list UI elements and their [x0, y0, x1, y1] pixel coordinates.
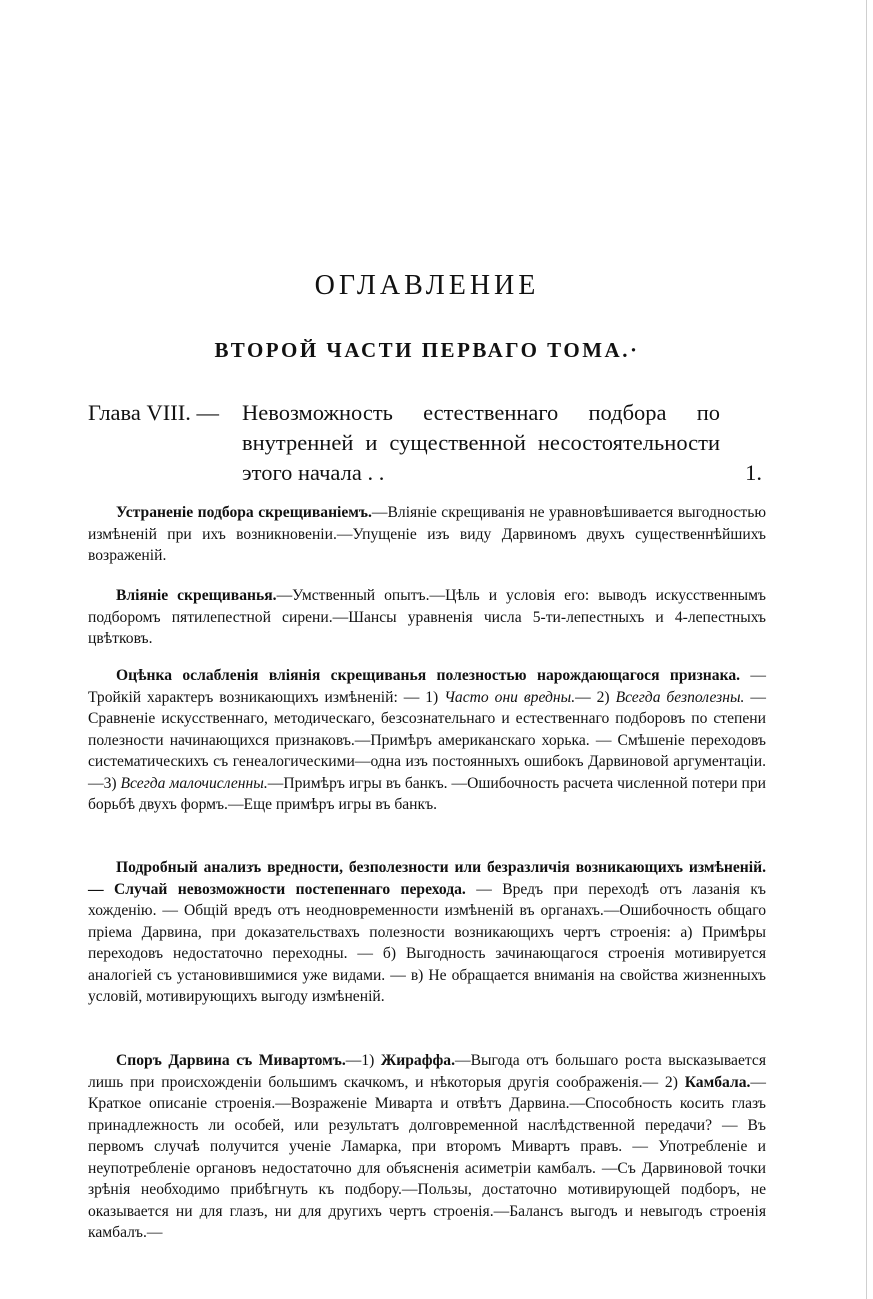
section-body: —Примѣръ игры въ банкъ. —Ошибочность расчета численной потери при борьбѣ двухъ формъ.—Еще примѣръ игры въ банкъ.	[88, 774, 767, 813]
section-italic: Часто они вредны.	[444, 688, 576, 706]
toc-section	[88, 857, 766, 1008]
section-italic: Всегда безполезны.	[615, 688, 745, 706]
section-italic: Всегда малочисленны.	[120, 774, 268, 792]
section-heading: Устраненіе подбора скрещиваніемъ.	[116, 504, 372, 521]
toc-section	[88, 1050, 766, 1244]
section-body: — Сравненіе искусственнаго, методическаго, безсознательнаго и естественнаго подборовъ по степени полезности начинающихся признаковъ.—Примѣръ американскаго хорька. — Смѣшеніе переходовъ систематическихъ съ генеалогическими—одна изъ постоянныхъ ошибокъ Дарвиновой аргументаціи.—3)	[88, 688, 766, 792]
section-heading: Вліяніе скрещиванья.	[116, 587, 277, 604]
chapter-label: Глава VIII. —	[88, 400, 219, 425]
section-body: — Вредъ при переходѣ отъ лазанія къ хожденію. — Общій вредъ отъ неодновременности измѣненій въ органахъ.—Ошибочность общаго пріема Дарвина, при доказательствахъ полезности возникающихъ чертъ строенія: а) Примѣры переходовъ недостаточно переходны. — б) Выгодность зачинающагося строенія мотивируется аналогіей съ установившимися уже видами. — в) Не обращается вниманія на свойства жизненныхъ условій, мотивирующихъ выгоду измѣненій.	[88, 880, 766, 1005]
section-body: — Тройкій характеръ возникающихъ измѣненій: — 1)	[88, 667, 767, 706]
section-heading: Споръ Дарвина съ Мивартомъ.	[116, 1052, 346, 1069]
section-body: —Выгода отъ большаго роста высказывается лишь при происхожденіи большимъ скачкомъ, и нѣкоторыя другія соображенія.— 2)	[88, 1052, 766, 1091]
page-title: ОГЛАВЛЕНИЕ	[314, 270, 540, 301]
toc-section	[88, 585, 766, 650]
section-heading: Подробный анализъ вредности, безполезности или безразличія возникающихъ измѣненій. — Случай невозможности постепеннаго перехода.	[88, 859, 766, 898]
section-subheading: Жираффа.	[380, 1052, 455, 1069]
toc-section	[88, 502, 766, 567]
section-body: —Краткое описаніе строенія.—Возраженіе Миварта и отвѣтъ Дарвина.—Способность косить глазъ принадлежность ли особей, или результатъ долговременной наслѣдственной передачи? — Въ первомъ случаѣ получится ученіе Ламарка, при второмъ Мивартъ правъ. — Употребленіе и неупотребленіе органовъ недостаточно для объясненія асиметріи камбалъ. —Съ Дарвиновой точки зрѣнія необходимо прибѣгнуть къ подбору.—Пользы, достаточно мотивирующей подборъ, не оказывается ни для глазъ, ни для другихъ чертъ строенія.—Балансъ выгодъ и невыгодъ строенія камбалъ.—	[88, 1073, 766, 1241]
section-heading: Оцѣнка ослабленія вліянія скрещиванья полезностью нарождающагося признака.	[116, 667, 741, 684]
section-subheading: Камбала.	[684, 1073, 751, 1091]
chapter-page-number: 1.	[745, 460, 762, 485]
section-body: —Вліяніе скрещиванія не уравновѣшивается выгодностью измѣненій при ихъ возникновеніи.—Упущеніе изъ виду Дарвиномъ двухъ существеннѣйшихъ возраженій.	[88, 504, 766, 564]
page-edge-rule	[866, 0, 867, 1299]
section-body: —1)	[345, 1052, 381, 1069]
section-body: —Умственный опытъ.—Цѣль и условія его: выводъ искусственнымъ подборомъ пятилепестной сирени.—Шансы уравненія числа 5-ти-лепестныхъ и 4-лепестныхъ цвѣтковъ.	[88, 587, 766, 647]
page-subtitle: ВТОРОЙ ЧАСТИ ПЕРВАГО ТОМА.·	[214, 338, 640, 362]
toc-section	[88, 665, 766, 816]
chapter-title: Невозможность естественнаго подбора по внутренней и существенной несостоятельности этого начала . .	[242, 400, 720, 485]
section-body: — 2)	[575, 688, 616, 706]
